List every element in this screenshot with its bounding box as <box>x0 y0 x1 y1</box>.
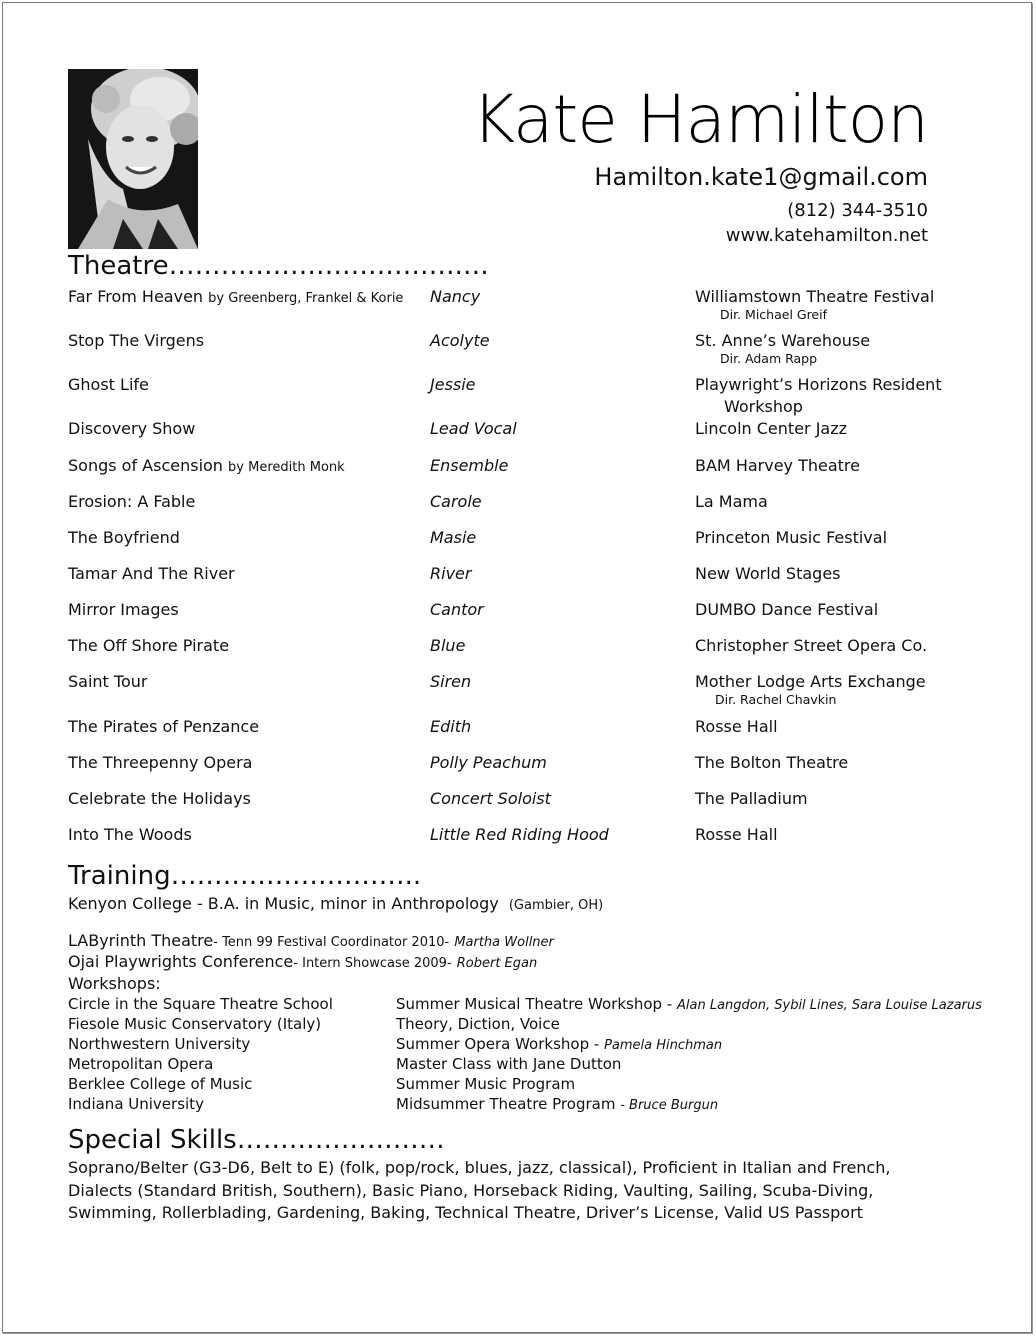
director: Dir. Michael Greif <box>720 307 828 322</box>
show-title: The Threepenny Opera <box>68 753 253 772</box>
show-title: Stop The Virgens <box>68 331 205 350</box>
full-name: Kate Hamilton <box>471 81 928 158</box>
workshop-program: Summer Music Program <box>396 1075 576 1093</box>
venue: Christopher Street Opera Co. <box>695 636 928 655</box>
workshop-school: Circle in the Square Theatre School <box>68 995 333 1013</box>
show-title: Saint Tour <box>68 672 148 691</box>
show-title: The Pirates of Penzance <box>68 717 260 736</box>
workshop-school: Fiesole Music Conservatory (Italy) <box>68 1015 322 1033</box>
workshop-program: Master Class with Jane Dutton <box>396 1055 622 1073</box>
role: Masie <box>430 528 477 547</box>
labyrinth-line: LAByrinth Theatre- Tenn 99 Festival Coordinator 2010- Martha Wollner <box>68 931 554 950</box>
venue: Rosse Hall <box>695 825 778 844</box>
role: Nancy <box>430 287 481 306</box>
workshop-program: Summer Musical Theatre Workshop - Alan Langdon, Sybil Lines, Sara Louise Lazarus <box>396 995 982 1013</box>
show-title: Songs of Ascension by Meredith Monk <box>68 456 345 475</box>
venue: DUMBO Dance Festival <box>695 600 879 619</box>
role: Carole <box>430 492 482 511</box>
email-address: Hamilton.kate1@gmail.com <box>594 163 928 191</box>
venue: Princeton Music Festival <box>695 528 888 547</box>
workshop-program: Midsummer Theatre Program - Bruce Burgun <box>396 1095 719 1113</box>
workshop-program: Summer Opera Workshop - Pamela Hinchman <box>396 1035 723 1053</box>
workshops-label: Workshops: <box>68 974 161 993</box>
venue: Williamstown Theatre Festival <box>695 287 935 306</box>
role: Ensemble <box>430 456 509 475</box>
skills-text: Soprano/Belter (G3-D6, Belt to E) (folk, pop/rock, blues, jazz, classical), Proficient in Italian and French, Dialects (Standard British, Southern), Basic Piano, Horseback Riding, Vaulting, Sailing, Scuba-Diving, Swimming, Rollerblading, Gardening, Baking, Technical Theatre, Driver’s License, Valid US Passport <box>68 1158 891 1222</box>
workshop-school: Berklee College of Music <box>68 1075 253 1093</box>
show-title: The Off Shore Pirate <box>68 636 230 655</box>
venue: The Bolton Theatre <box>695 753 849 772</box>
role: Jessie <box>430 375 476 394</box>
workshop-school: Indiana University <box>68 1095 204 1113</box>
headshot-photo <box>68 69 198 249</box>
venue: Rosse Hall <box>695 717 778 736</box>
workshop-school: Metropolitan Opera <box>68 1055 214 1073</box>
role: Little Red Riding Hood <box>430 825 609 844</box>
role: Edith <box>430 717 472 736</box>
role: Cantor <box>430 600 484 619</box>
venue: La Mama <box>695 492 768 511</box>
ojai-line: Ojai Playwrights Conference- Intern Showcase 2009- Robert Egan <box>68 952 538 971</box>
workshop-school: Northwestern University <box>68 1035 251 1053</box>
venue: Lincoln Center Jazz <box>695 419 848 438</box>
role: Siren <box>430 672 472 691</box>
kenyon-line: Kenyon College - B.A. in Music, minor in Anthropology (Gambier, OH) <box>68 894 604 913</box>
show-title: The Boyfriend <box>68 528 180 547</box>
phone-number: (812) 344-3510 <box>787 200 928 221</box>
role: River <box>430 564 472 583</box>
director: Dir. Rachel Chavkin <box>715 692 837 707</box>
workshop-program: Theory, Diction, Voice <box>396 1015 560 1033</box>
venue: BAM Harvey Theatre <box>695 456 860 475</box>
venue-continued: Workshop <box>724 397 803 416</box>
resume-page <box>2 2 1032 1333</box>
director: Dir. Adam Rapp <box>720 351 818 366</box>
theatre-heading: Theatre…………………………….… <box>68 251 489 281</box>
role: Concert Soloist <box>430 789 551 808</box>
show-title: Tamar And The River <box>68 564 235 583</box>
venue: Mother Lodge Arts Exchange <box>695 672 926 691</box>
show-title: Mirror Images <box>68 600 179 619</box>
venue: Playwright’s Horizons Resident <box>695 375 942 394</box>
show-title: Far From Heaven by Greenberg, Frankel & Korie <box>68 287 404 306</box>
role: Polly Peachum <box>430 753 547 772</box>
venue: New World Stages <box>695 564 841 583</box>
role: Acolyte <box>430 331 490 350</box>
show-title: Ghost Life <box>68 375 149 394</box>
skills-heading: Special Skills…………………… <box>68 1125 445 1155</box>
training-heading: Training……………………….. <box>68 861 422 891</box>
show-title: Into The Woods <box>68 825 192 844</box>
venue: The Palladium <box>695 789 808 808</box>
role: Lead Vocal <box>430 419 517 438</box>
website: www.katehamilton.net <box>725 225 928 246</box>
role: Blue <box>430 636 466 655</box>
show-title: Erosion: A Fable <box>68 492 196 511</box>
show-title: Discovery Show <box>68 419 196 438</box>
venue: St. Anne’s Warehouse <box>695 331 871 350</box>
show-title: Celebrate the Holidays <box>68 789 251 808</box>
headshot-image <box>68 69 198 249</box>
